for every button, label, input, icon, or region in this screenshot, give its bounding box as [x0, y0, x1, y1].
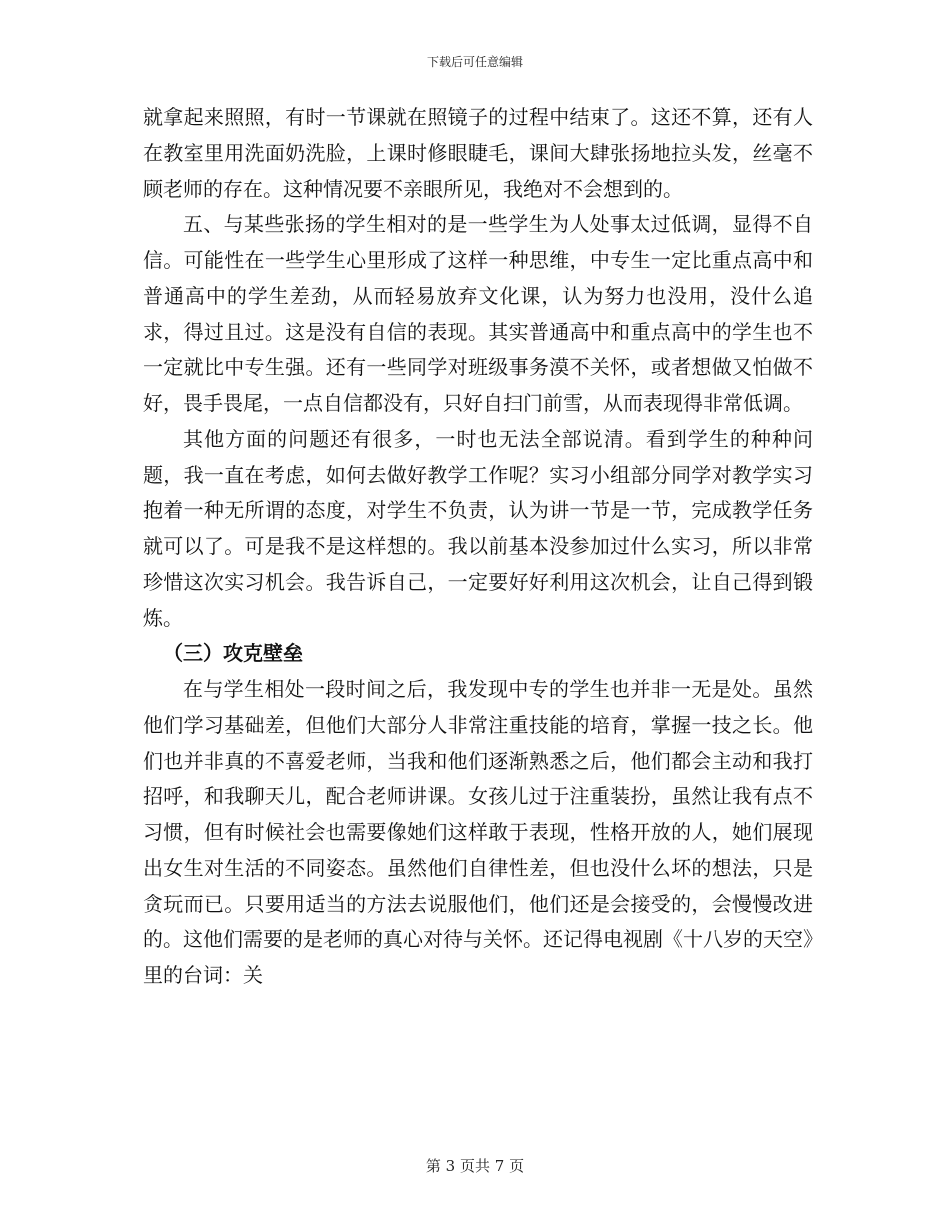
document-body — [143, 100, 813, 994]
paragraph-point-five: 五、与某些张扬的学生相对的是一些学生为人处事太过低调，显得不自信。可能性在一些学生心里形成了这样一种思维，中专生一定比重点高中和普通高中的学生差劲，从而轻易放弃文化课，认为努力也没用，没什么追求，得过且过。这是没有自信的表现。其实普通高中和重点高中的学生也不一定就比中专生强。还有一些同学对班级事务漠不关怀，或者想做又怕做不好，畏手畏尾，一点自信都没有，只好自扫门前雪，从而表现得非常低调。 — [143, 212, 813, 415]
paragraph-other-issues: 其他方面的问题还有很多，一时也无法全部说清。看到学生的种种问题，我一直在考虑，如何去做好教学工作呢？实习小组部分同学对教学实习抱着一种无所谓的态度，对学生不负责，认为讲一节是一节，完成教学任务就可以了。可是我不是这样想的。我以前基本没参加过什么实习，所以非常珍惜这次实习机会。我告诉自己，一定要好好利用这次机会，让自己得到锻炼。 — [143, 426, 813, 630]
paragraph-continuation: 就拿起来照照，有时一节课就在照镜子的过程中结束了。这还不算，还有人在教室里用洗面奶洗脸，上课时修眼睫毛，课间大肆张扬地拉头发，丝毫不顾老师的存在。这种情况要不亲眼所见，我绝对不会想到的。 — [143, 105, 813, 201]
page-header: 下载后可任意编辑 — [426, 55, 523, 69]
section-heading: （三）攻克壁垒 — [163, 641, 303, 666]
page-footer: 第 3 页共 7 页 — [425, 1157, 525, 1175]
paragraph-overcoming-barriers: 在与学生相处一段时间之后，我发现中专的学生也并非一无是处。虽然他们学习基础差，但他们大部分人非常注重技能的培育，掌握一技之长。他们也并非真的不喜爱老师，当我和他们逐渐熟悉之后，他们都会主动和我打招呼，和我聊天儿，配合老师讲课。女孩儿过于注重装扮，虽然让我有点不习惯，但有时候社会也需要像她们这样敢于表现，性格开放的人，她们展现出女生对生活的不同姿态。虽然他们自律性差，但也没什么坏的想法，只是贪玩而已。只要用适当的方法去说服他们，他们还是会接受的，会慢慢改进的。这他们需要的是老师的真心对待与关怀。还记得电视剧《十八岁的天空》里的台词：关 — [143, 677, 813, 987]
